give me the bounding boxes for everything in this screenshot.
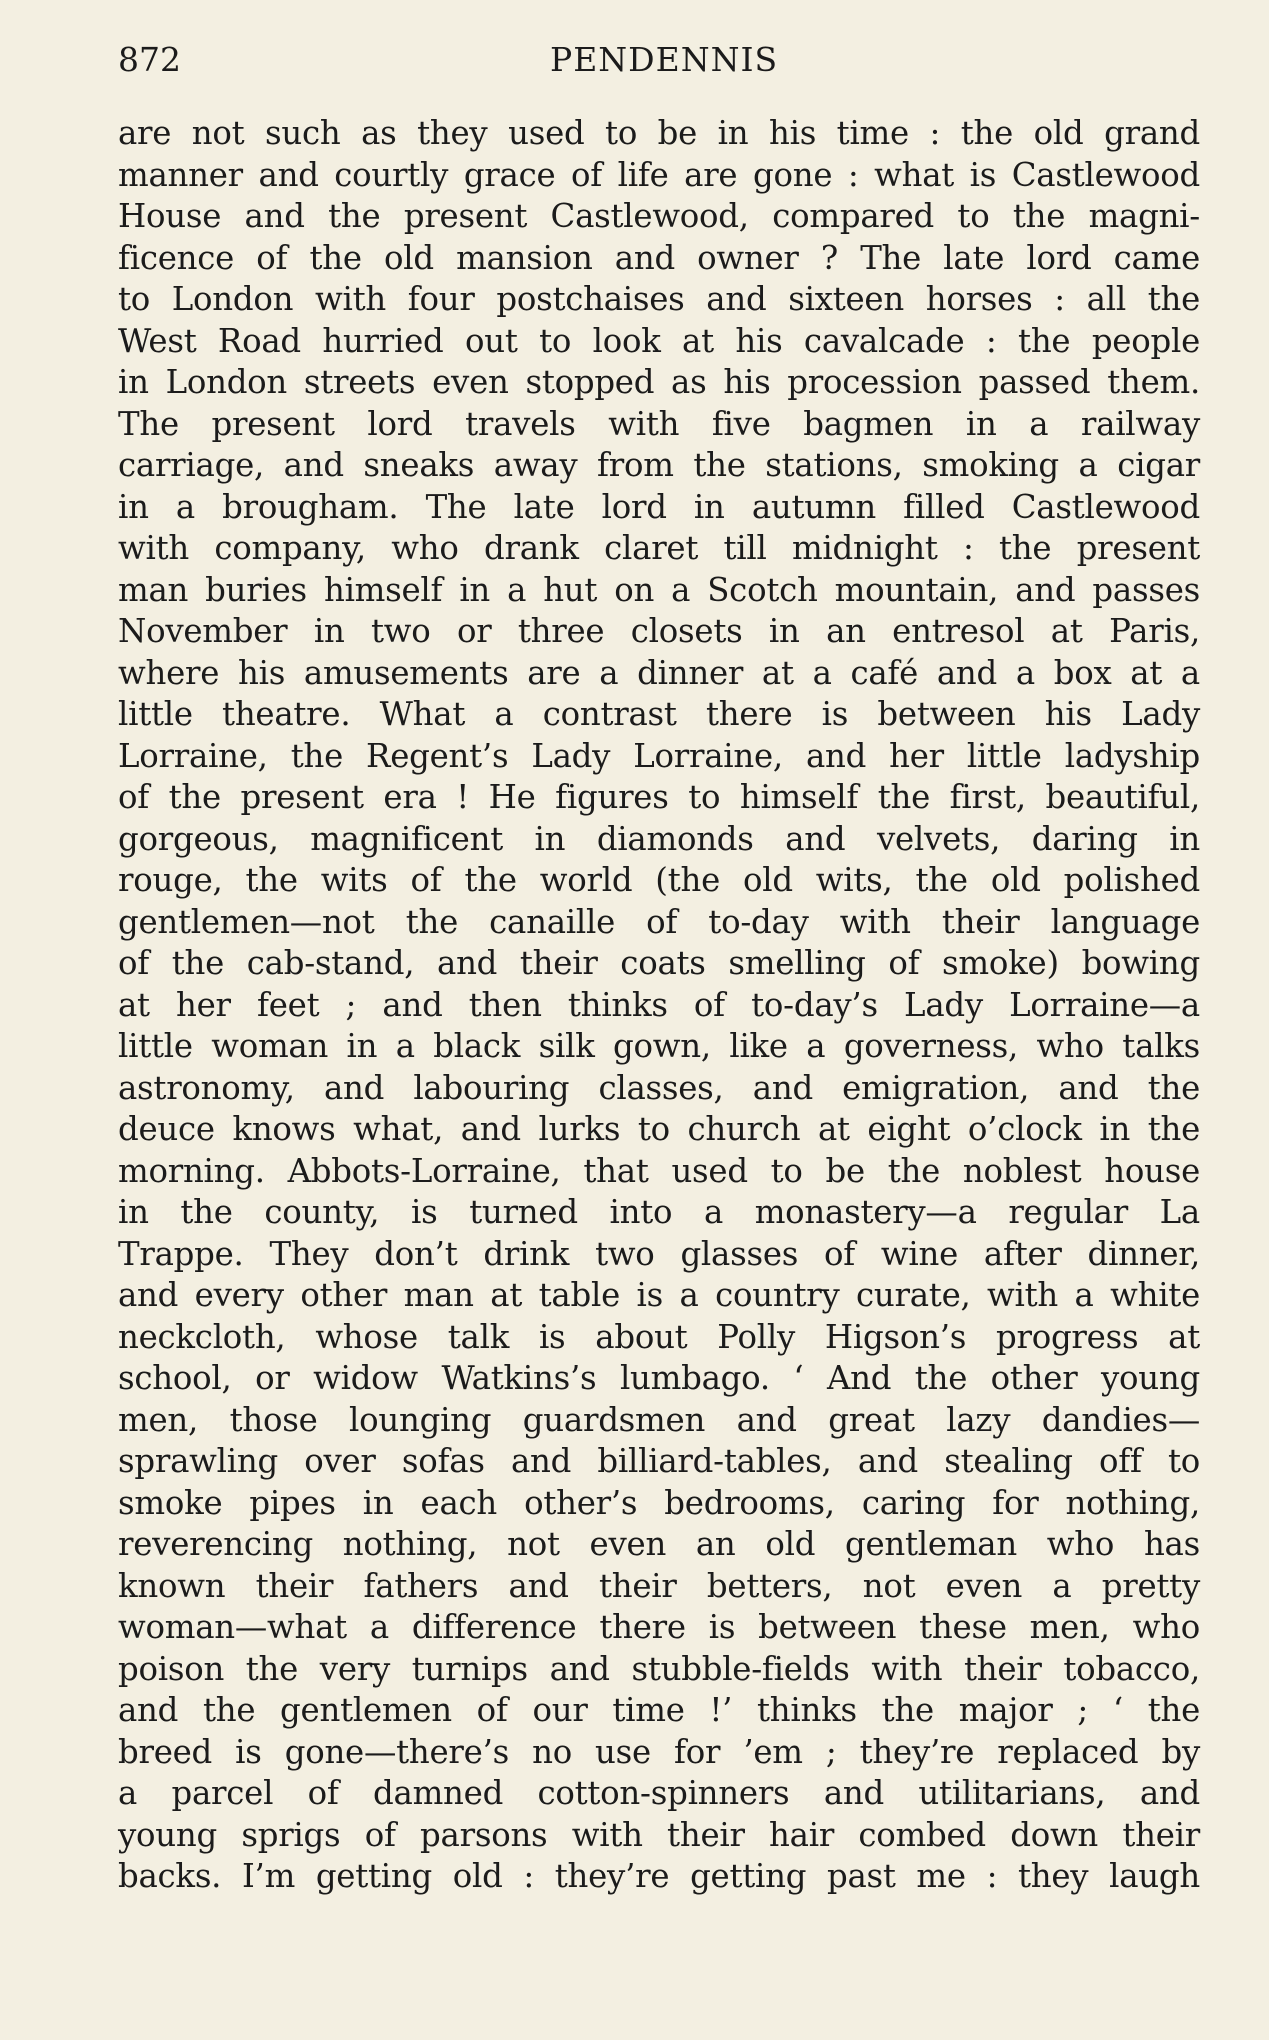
page-header <box>118 36 1200 86</box>
text-line: ficence of the old mansion and owner ? The late lord came <box>118 238 1200 277</box>
text-line: woman—what a difference there is between these men, who <box>118 1608 1200 1646</box>
text-line: where his amusements are a dinner at a café and a box at a <box>118 653 1200 692</box>
body-paragraph <box>118 113 1200 1898</box>
text-line: sprawling over sofas and billiard-tables, and stealing off to <box>118 1442 1200 1480</box>
text-line: a parcel of damned cotton-spinners and utilitarians, and <box>118 1774 1200 1812</box>
text-line: to London with four postchaises and sixteen horses : all the <box>118 280 1200 318</box>
text-line: The present lord travels with five bagmen in a railway <box>118 404 1200 443</box>
text-line: carriage, and sneaks away from the stations, smoking a cigar <box>118 446 1200 484</box>
text-line: in the county, is turned into a monastery—a regular La <box>118 1193 1200 1231</box>
text-line: Trappe. They don’t drink two glasses of wine after dinner, <box>118 1234 1200 1273</box>
text-line: men, those lounging guardsmen and great lazy dandies— <box>118 1400 1200 1439</box>
running-head: PENDENNIS <box>550 40 779 79</box>
text-line: backs. I’m getting old : they’re getting past me : they laugh <box>118 1857 1200 1895</box>
text-line: gentlemen—not the canaille of to-day with their language <box>118 902 1200 941</box>
text-line: school, or widow Watkins’s lumbago. ‘ And the other young <box>118 1359 1200 1397</box>
text-line: House and the present Castlewood, compared to the magni- <box>118 197 1200 235</box>
text-line: neckcloth, whose talk is about Polly Higson’s progress at <box>118 1317 1200 1356</box>
text-line: West Road hurried out to look at his cavalcade : the people <box>118 321 1200 360</box>
text-line: morning. Abbots-Lorraine, that used to be the noblest house <box>118 1151 1200 1190</box>
text-line: poison the very turnips and stubble-fields with their tobacco, <box>118 1649 1200 1688</box>
text-line: little woman in a black silk gown, like a governess, who talks <box>118 1027 1200 1065</box>
text-line: astronomy, and labouring classes, and emigration, and the <box>118 1068 1200 1107</box>
text-line: smoke pipes in each other’s bedrooms, caring for nothing, <box>118 1483 1200 1522</box>
text-line: are not such as they used to be in his time : the old grand <box>118 114 1200 152</box>
text-line: in London streets even stopped as his procession passed them. <box>118 363 1200 401</box>
text-line: rouge, the wits of the world (the old wits, the old polished <box>118 861 1200 899</box>
text-line: in a brougham. The late lord in autumn filled Castlewood <box>118 487 1200 526</box>
text-line: deuce knows what, and lurks to church at eight o’clock in the <box>118 1110 1200 1148</box>
text-line: man buries himself in a hut on a Scotch mountain, and passes <box>118 570 1200 609</box>
text-line: and the gentlemen of our time !’ thinks the major ; ‘ the <box>118 1691 1200 1729</box>
text-line: Lorraine, the Regent’s Lady Lorraine, and her little ladyship <box>118 736 1200 775</box>
text-line: of the present era ! He figures to himself the first, beautiful, <box>118 778 1200 816</box>
text-line: young sprigs of parsons with their hair combed down their <box>118 1815 1200 1854</box>
text-line: gorgeous, magnificent in diamonds and velvets, daring in <box>118 819 1200 858</box>
text-line: of the cab-stand, and their coats smelling of smoke) bowing <box>118 944 1200 982</box>
text-line: and every other man at table is a country curate, with a white <box>118 1276 1200 1314</box>
text-line: known their fathers and their betters, not even a pretty <box>118 1566 1200 1605</box>
text-line: November in two or three closets in an entresol at Paris, <box>118 612 1200 650</box>
page-number: 872 <box>118 40 181 79</box>
text-line: at her feet ; and then thinks of to-day’s Lady Lorraine—a <box>118 985 1200 1024</box>
text-line: little theatre. What a contrast there is between his Lady <box>118 695 1200 733</box>
text-line: with company, who drank claret till midnight : the present <box>118 529 1200 567</box>
text-line: reverencing nothing, not even an old gentleman who has <box>118 1525 1200 1563</box>
text-line: manner and courtly grace of life are gone : what is Castlewood <box>118 155 1200 194</box>
text-line: breed is gone—there’s no use for ’em ; they’re replaced by <box>118 1732 1200 1771</box>
